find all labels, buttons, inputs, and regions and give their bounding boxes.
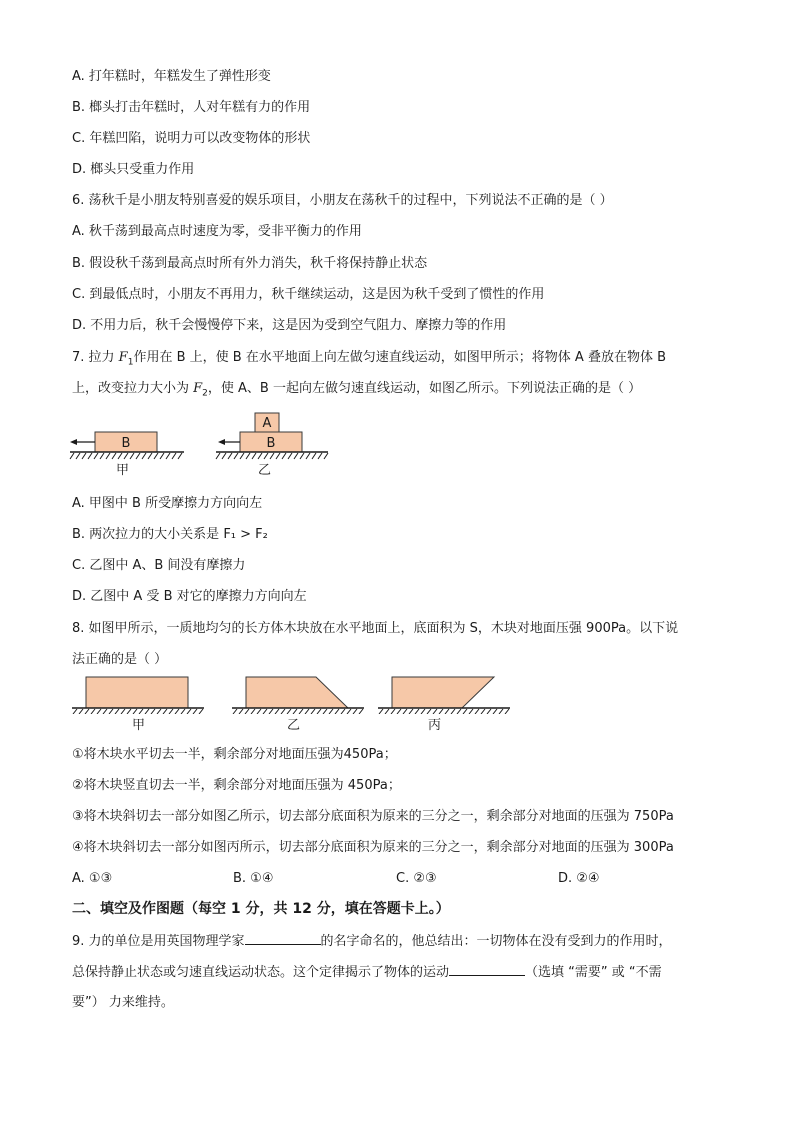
q5-option-a: A. 打年糕时，年糕发生了弹性形变 xyxy=(72,69,271,84)
ground-hatch xyxy=(216,453,328,459)
q8-statement-1: ①将木块水平切去一半，剩余部分对地面压强为450Pa； xyxy=(72,747,397,762)
q8-figure-yi-caption: 乙 xyxy=(287,718,301,733)
block-b-label: B xyxy=(121,436,131,451)
q8-statement-2: ②将木块竖直切去一半，剩余部分对地面压强为 450Pa； xyxy=(72,778,401,793)
wood-block-cut xyxy=(392,677,494,708)
ground-hatch xyxy=(70,453,182,459)
q8-stem-line2: 法正确的是（ ） xyxy=(72,652,168,667)
q6-option-d: D. 不用力后，秋千会慢慢停下来，这是因为受到空气阻力、摩擦力等的作用 xyxy=(72,318,507,333)
q6-option-b: B. 假设秋千荡到最高点时所有外力消失，秋千将保持静止状态 xyxy=(72,256,428,271)
q9-answer-blank-2[interactable] xyxy=(449,963,525,976)
arrow-left-icon xyxy=(218,439,225,445)
q7-stem-line2: 上，改变拉力大小为 $F_2$，使 A、B 一起向左做匀速直线运动，如图乙所示。下列说法正确的是（ ） xyxy=(72,381,642,399)
block-a-label: A xyxy=(262,416,272,431)
q8-statement-4: ④将木块斜切去一部分如图丙所示，切去部分底面积为原来的三分之一，剩余部分对地面的压强为 300Pa xyxy=(72,840,674,855)
q7-option-d: D. 乙图中 A 受 B 对它的摩擦力方向向左 xyxy=(72,589,307,604)
wood-block xyxy=(86,677,188,708)
q5-option-b: B. 榔头打击年糕时，人对年糕有力的作用 xyxy=(72,100,311,115)
q7-figure-yi-caption: 乙 xyxy=(258,463,272,478)
q8-option-c: C. ②③ xyxy=(396,871,437,886)
q8-stem-line1: 8. 如图甲所示，一质地均匀的长方体木块放在水平地面上，底面积为 S，木块对地面压强 900Pa。以下说 xyxy=(72,621,679,636)
q9-line1: 9. 力的单位是用英国物理学家 的名字命名的，他总结出：一切物体在没有受到力的作用时， xyxy=(72,934,672,949)
q6-option-a: A. 秋千荡到最高点时速度为零，受非平衡力的作用 xyxy=(72,224,362,239)
ground-hatch xyxy=(233,709,363,714)
arrow-left-icon xyxy=(70,439,77,445)
wood-block-cut xyxy=(246,677,348,708)
q8-option-d: D. ②④ xyxy=(558,871,600,886)
q7-option-a: A. 甲图中 B 所受摩擦力方向向左 xyxy=(72,496,263,511)
q5-option-d: D. 榔头只受重力作用 xyxy=(72,162,195,177)
q5-option-c: C. 年糕凹陷，说明力可以改变物体的形状 xyxy=(72,131,311,146)
q9-line2: 总保持静止状态或匀速直线运动状态。这个定律揭示了物体的运动 （选填 “需要” 或 “不需 xyxy=(72,965,662,980)
q8-figure-bing-caption: 丙 xyxy=(428,718,442,733)
q8-figure-bing xyxy=(376,674,512,714)
block-b-label: B xyxy=(266,436,276,451)
q8-figure-jia xyxy=(70,674,206,714)
q6-option-c: C. 到最低点时，小朋友不再用力，秋千继续运动，这是因为秋千受到了惯性的作用 xyxy=(72,287,545,302)
q9-line3: 要”） 力来维持。 xyxy=(72,995,174,1010)
q7-figure-jia-caption: 甲 xyxy=(116,463,130,478)
q9-answer-blank-1[interactable] xyxy=(245,932,321,945)
q6-stem: 6. 荡秋千是小朋友特别喜爱的娱乐项目，小朋友在荡秋千的过程中，下列说法不正确的是（ ） xyxy=(72,193,613,208)
q7-figure-jia xyxy=(66,428,188,464)
q8-figure-jia-caption: 甲 xyxy=(132,718,146,733)
section-2-heading: 二、填空及作图题（每空 1 分，共 12 分，填在答题卡上。） xyxy=(72,901,450,917)
q8-option-a: A. ①③ xyxy=(72,871,113,886)
ground-hatch xyxy=(379,709,509,714)
q8-statement-3: ③将木块斜切去一部分如图乙所示，切去部分底面积为原来的三分之一，剩余部分对地面的压强为 750Pa xyxy=(72,809,674,824)
ground-hatch xyxy=(73,709,203,714)
q8-option-b: B. ①④ xyxy=(233,871,274,886)
q7-option-b: B. 两次拉力的大小关系是 F₁ > F₂ xyxy=(72,527,268,542)
q7-figure-yi xyxy=(210,410,332,464)
q7-stem-line1: 7. 拉力 $F_1$作用在 B 上，使 B 在水平地面上向左做匀速直线运动，如图甲所示；将物体 A 叠放在物体 B xyxy=(72,350,667,368)
q8-figure-yi xyxy=(230,674,366,714)
q7-option-c: C. 乙图中 A、B 间没有摩擦力 xyxy=(72,558,246,573)
